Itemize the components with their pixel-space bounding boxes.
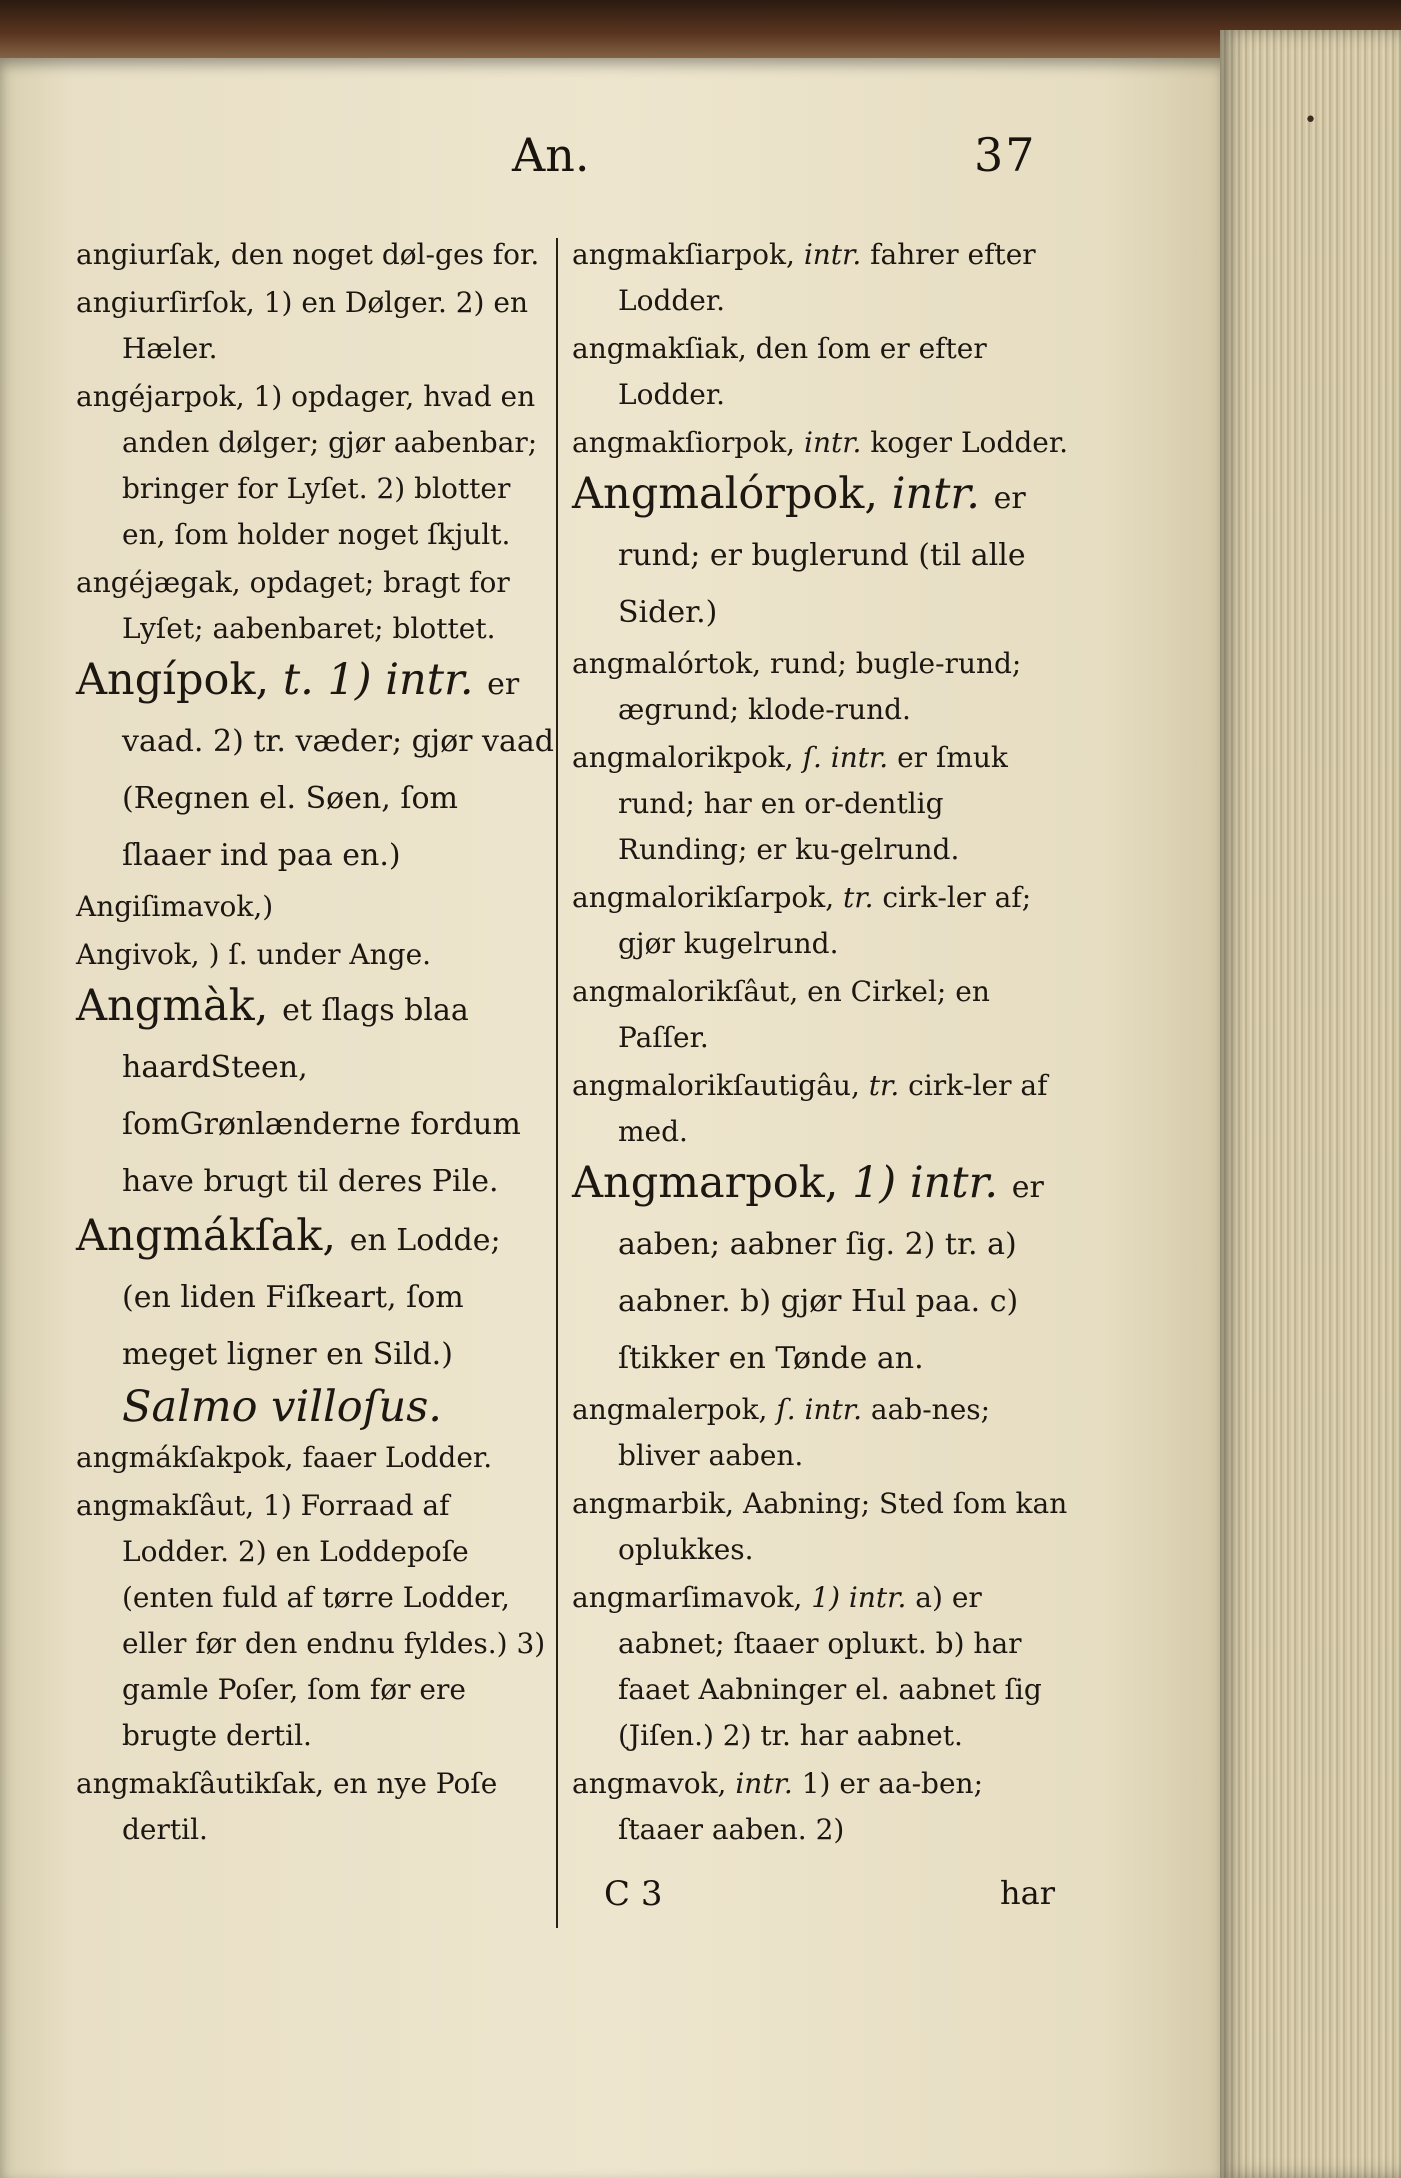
left-column	[76, 232, 554, 1855]
dictionary-entry	[76, 1435, 554, 1481]
entry-definition: aab‑nes; bliver aaben.	[618, 1393, 991, 1472]
entry-definition: opdaget; bragt for Lyſet; aabenbaret; blottet.	[122, 566, 510, 645]
entry-grammar: ſ. intr.	[802, 741, 889, 774]
entry-headword: angmalorikſâut,	[572, 975, 799, 1008]
entry-definition: cirk‑ler af med.	[618, 1069, 1048, 1148]
page-header	[0, 128, 1225, 188]
dictionary-entry	[76, 1483, 554, 1759]
dictionary-entry	[76, 1761, 554, 1853]
dictionary-entry	[76, 560, 554, 652]
dictionary-entry	[76, 884, 554, 930]
entry-headword: angmakſiarpok,	[572, 238, 795, 271]
entry-definition: en Lodde; (en liden Fiſkeart, ſom meget ligner en Sild.)	[122, 1223, 501, 1372]
entry-definition: den ſom er efter Lodder.	[618, 332, 987, 411]
entry-definition: fahrer efter Lodder.	[618, 238, 1036, 317]
entry-headword: angmakſiak,	[572, 332, 747, 365]
page-number: 37	[974, 128, 1037, 182]
edge-mark: •	[1304, 108, 1317, 133]
entry-definition: er rund; er buglerund (til alle Sider.)	[618, 481, 1026, 630]
dictionary-entry	[572, 969, 1070, 1061]
entry-grammar: ſ. intr.	[776, 1393, 862, 1426]
signature-mark: C 3	[604, 1874, 663, 1914]
entry-headword: angmalorikſautigâu,	[572, 1069, 860, 1102]
dictionary-entry	[76, 980, 554, 1208]
entry-headword: angmákſakpok,	[76, 1441, 294, 1474]
entry-definition: en Cirkel; en Paſſer.	[618, 975, 990, 1054]
entry-grammar: 1) intr.	[852, 1158, 999, 1208]
entry-definition: er vaad. 2) tr. væder; gjør vaad (Regnen el. Søen, ſom ſlaaer ind paa en.)	[122, 667, 554, 873]
entry-latin-name: Salmo villoſus.	[122, 1382, 442, 1432]
dictionary-entry	[76, 1210, 554, 1433]
entry-definition: a) er aabnet; ſtaaer opluκt. b) har faaet Aabninger el. aabnet ſig (Jiſen.) 2) tr. har aabnet.	[618, 1581, 1042, 1752]
entry-grammar: 1) intr.	[811, 1581, 907, 1614]
entry-headword: angmalorikſarpok,	[572, 881, 835, 914]
column-divider	[556, 238, 558, 1928]
entry-definition: 1) er aa‑ben; ſtaaer aaben. 2)	[618, 1767, 984, 1846]
entry-headword: angiurſirſok,	[76, 286, 255, 319]
dictionary-entry	[572, 875, 1070, 967]
dictionary-entry	[572, 326, 1070, 418]
entry-headword: angmalerpok,	[572, 1393, 768, 1426]
dictionary-entry	[572, 1481, 1070, 1573]
dictionary-entry	[572, 735, 1070, 873]
entry-definition: er ſmuk rund; har en or‑dentlig Runding; er ku‑gelrund.	[618, 741, 1008, 866]
entry-grammar: t. 1) intr.	[282, 655, 474, 705]
dictionary-entry	[572, 468, 1070, 639]
entry-definition: ) ſ. under Ange.	[208, 938, 432, 971]
dictionary-entry	[572, 1157, 1070, 1385]
dictionary-entry	[572, 420, 1070, 466]
entry-headword: Angmarpok,	[572, 1158, 839, 1208]
entry-headword: angmakſâutikſak,	[76, 1767, 325, 1800]
dictionary-entry	[76, 374, 554, 558]
entry-definition: den noget døl‑ges for.	[230, 238, 540, 271]
dictionary-entry	[572, 232, 1070, 324]
dictionary-entry	[572, 641, 1070, 733]
entry-headword: angmalorikpok,	[572, 741, 794, 774]
dictionary-entry	[76, 932, 554, 978]
catchword: har	[1000, 1874, 1055, 1912]
entry-grammar: intr.	[735, 1767, 793, 1800]
entry-definition: en nye Poſe dertil.	[122, 1767, 498, 1846]
entry-definition: Aabning; Sted ſom kan oplukkes.	[618, 1487, 1068, 1566]
entry-grammar: tr.	[843, 881, 874, 914]
dictionary-entry	[572, 1575, 1070, 1759]
entry-headword: angiurſak,	[76, 238, 222, 271]
entry-definition: 1) Forraad af Lodder. 2) en Loddepoſe (enten fuld af tørre Lodder, eller før den endnu fyldes.) 3) gamle Poſer, ſom før ere brugte dertil.	[122, 1489, 546, 1752]
entry-headword: Angivok,	[76, 938, 200, 971]
entry-headword: Angmàk,	[76, 981, 269, 1031]
book-top-edge	[0, 0, 1401, 62]
entry-definition: 1) en Dølger. 2) en Hæler.	[122, 286, 528, 365]
dictionary-entry	[572, 1387, 1070, 1479]
entry-headword: Angmákſak,	[76, 1211, 337, 1261]
dictionary-entry	[76, 654, 554, 882]
entry-headword: Angmalórpok,	[572, 469, 879, 519]
entry-grammar: intr.	[891, 469, 980, 519]
entry-definition: 1) opdager, hvad en anden dølger; gjør aabenbar; bringer for Lyſet. 2) blotter en, ſom holder noget ſkjult.	[122, 380, 538, 551]
entry-headword: Angípok,	[76, 655, 270, 705]
dictionary-entry	[76, 280, 554, 372]
entry-definition: rund; bugle‑rund; ægrund; klode‑rund.	[618, 647, 1022, 726]
dictionary-entry	[572, 1761, 1070, 1853]
dictionary-entry	[572, 1063, 1070, 1155]
entry-grammar: intr.	[803, 238, 862, 271]
entry-definition: et ſlags blaa haardSteen, ſomGrønlænderne fordum have brugt til deres Pile.	[122, 993, 521, 1199]
entry-definition: cirk‑ler af; gjør kugelrund.	[618, 881, 1032, 960]
dictionary-entry	[76, 232, 554, 278]
entry-headword: angéjægak,	[76, 566, 241, 599]
entry-definition: faaer Lodder.	[302, 1441, 493, 1474]
entry-grammar: tr.	[868, 1069, 900, 1102]
entry-headword: angmakſiorpok,	[572, 426, 796, 459]
running-head: An.	[512, 128, 590, 182]
entry-headword: angéjarpok,	[76, 380, 245, 413]
entry-definition: koger Lodder.	[870, 426, 1069, 459]
entry-headword: angmalórtok,	[572, 647, 762, 680]
entry-grammar: intr.	[803, 426, 862, 459]
right-column	[572, 232, 1070, 1855]
entry-headword: Angiſimavok,)	[76, 890, 274, 923]
entry-headword: angmarſimavok,	[572, 1581, 803, 1614]
page-edges	[1220, 30, 1401, 2178]
entry-definition: er aaben; aabner ſig. 2) tr. a) aabner. b) gjør Hul paa. c) ſtikker en Tønde an.	[618, 1170, 1044, 1376]
entry-headword: angmarbik,	[572, 1487, 735, 1520]
entry-headword: angmakſâut,	[76, 1489, 255, 1522]
entry-headword: angmavok,	[572, 1767, 727, 1800]
